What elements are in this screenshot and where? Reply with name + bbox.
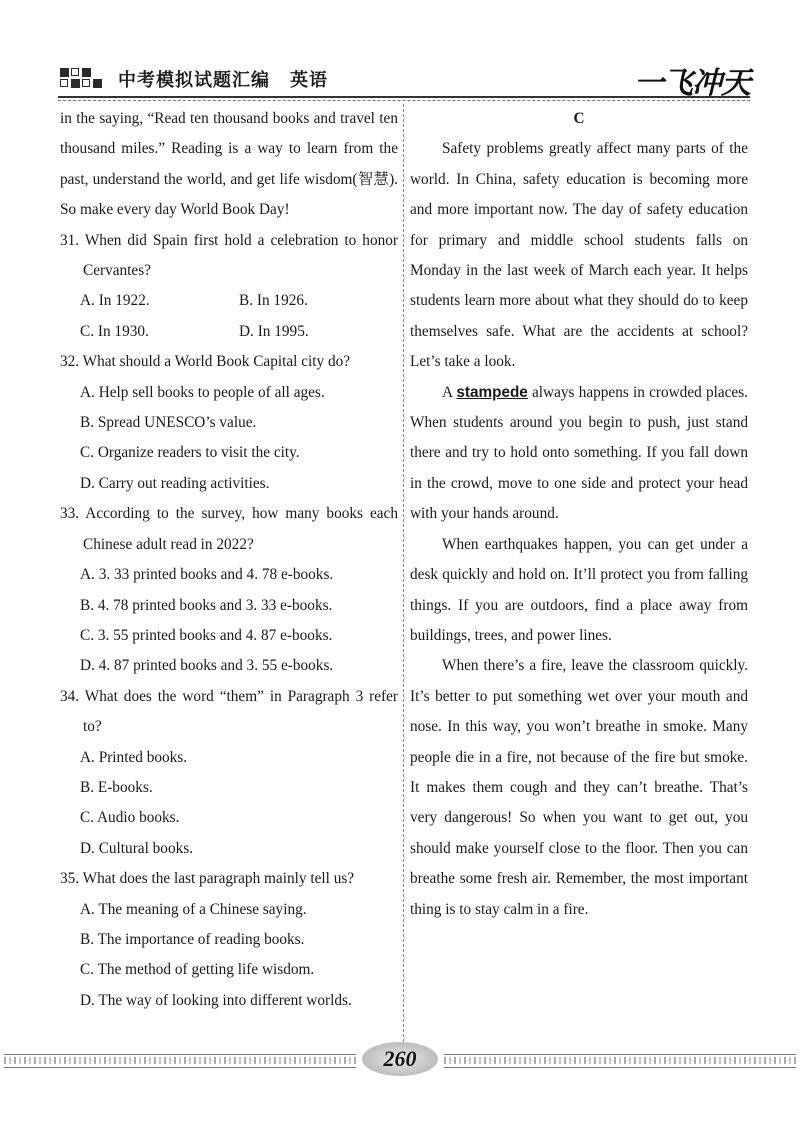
brand-logo: 一飞冲天 xyxy=(634,66,750,101)
question-31 xyxy=(60,226,398,348)
paragraph-1: Safety problems greatly affect many parts of the world. In China, safety education is becoming more and more important now. The day of safety education for primary and middle school students falls on Monday in the last week of March each year. It helps students learn more about what they should do to keep themselves safe. What are the accidents at school? Let’s take a look. xyxy=(410,140,748,371)
paragraph-2 xyxy=(410,378,748,530)
paragraph-4: When there’s a fire, leave the classroom quickly. It’s better to put something wet over your mouth and nose. In this way, you won’t breathe in smoke. Many people die in a fire, not because of the fire but smoke. It makes them cough and they can’t breathe. That’s very dangerous! So when you want to get out, you should make yourself close to the floor. Then you can breathe some fresh air. Remember, the most important thing is to stay calm in a fire. xyxy=(410,657,748,918)
option-d[interactable]: D. The way of looking into different worlds. xyxy=(80,991,352,1009)
option-d[interactable]: D. 4. 87 printed books and 3. 55 e-books. xyxy=(80,657,334,675)
question-stem: 32. What should a World Book Capital city do? xyxy=(60,353,351,371)
option-b[interactable]: B. In 1926. xyxy=(239,292,308,310)
paragraph-3: When earthquakes happen, you can get under a desk quickly and hold on. It’ll protect you from falling things. If you are outdoors, find a place away from buildings, trees, and power lines. xyxy=(410,535,748,644)
option-b[interactable]: B. Spread UNESCO’s value. xyxy=(80,414,257,432)
paragraph-2-rest: always happens in crowded places. When students around you begin to push, just stand there and try to hold onto something. If you fall down in the crowd, move to one side and protect your head with your hands around. xyxy=(410,383,748,523)
option-b[interactable]: B. The importance of reading books. xyxy=(80,930,305,948)
option-b[interactable]: B. 4. 78 printed books and 3. 33 e-books. xyxy=(80,596,333,614)
question-33 xyxy=(60,499,398,681)
option-a[interactable]: A. Printed books. xyxy=(80,748,188,766)
option-c[interactable]: C. The method of getting life wisdom. xyxy=(80,961,315,979)
question-35 xyxy=(60,864,398,1016)
question-32 xyxy=(60,347,398,499)
keyword-stampede: stampede xyxy=(456,383,528,401)
option-d[interactable]: D. Cultural books. xyxy=(80,839,194,857)
section-heading: C xyxy=(573,110,585,127)
question-stem: 35. What does the last paragraph mainly tell us? xyxy=(60,870,355,888)
left-column xyxy=(60,104,398,1016)
question-34 xyxy=(60,682,398,864)
page-header xyxy=(0,0,800,100)
book-title xyxy=(118,66,328,92)
option-c[interactable]: C. 3. 55 printed books and 4. 87 e-books. xyxy=(80,626,333,644)
question-stem: 33. According to the survey, how many books each Chinese adult read in 2022? xyxy=(60,505,398,553)
question-stem: 34. What does the word “them” in Paragraph 3 refer to? xyxy=(60,687,398,736)
passage-tail: in the saying, “Read ten thousand books and travel ten thousand miles.” Reading is a way to learn from the past, understand the world, and get life wisdom(智慧). So make every day World Book Day! xyxy=(60,110,398,219)
option-c[interactable]: C. Organize readers to visit the city. xyxy=(80,444,300,462)
page-number: 260 xyxy=(383,1046,417,1071)
footer-ornament-right xyxy=(444,1054,796,1068)
header-rule-dashed xyxy=(58,100,750,101)
option-row xyxy=(60,286,398,316)
paragraph-2-start: A xyxy=(442,383,457,401)
header-rule xyxy=(58,96,750,98)
header-logo-icon xyxy=(60,68,108,94)
option-c[interactable]: C. Audio books. xyxy=(80,809,180,827)
subject-label: 英语 xyxy=(290,70,328,91)
option-a[interactable]: A. In 1922. xyxy=(80,292,150,310)
footer-ornament-left xyxy=(4,1054,356,1068)
option-a[interactable]: A. 3. 33 printed books and 4. 78 e-books. xyxy=(80,566,334,584)
option-b[interactable]: B. E-books. xyxy=(80,778,153,796)
option-a[interactable]: A. The meaning of a Chinese saying. xyxy=(80,900,307,918)
column-divider xyxy=(403,104,404,1042)
option-d[interactable]: D. In 1995. xyxy=(239,322,309,340)
option-a[interactable]: A. Help sell books to people of all ages. xyxy=(80,383,325,401)
option-d[interactable]: D. Carry out reading activities. xyxy=(80,474,270,492)
option-c[interactable]: C. In 1930. xyxy=(80,322,149,340)
right-column xyxy=(410,104,748,925)
question-stem: 31. When did Spain first hold a celebration to honor Cervantes? xyxy=(60,231,398,280)
option-row xyxy=(60,317,398,347)
book-title-text: 中考模拟试题汇编 xyxy=(118,70,270,91)
